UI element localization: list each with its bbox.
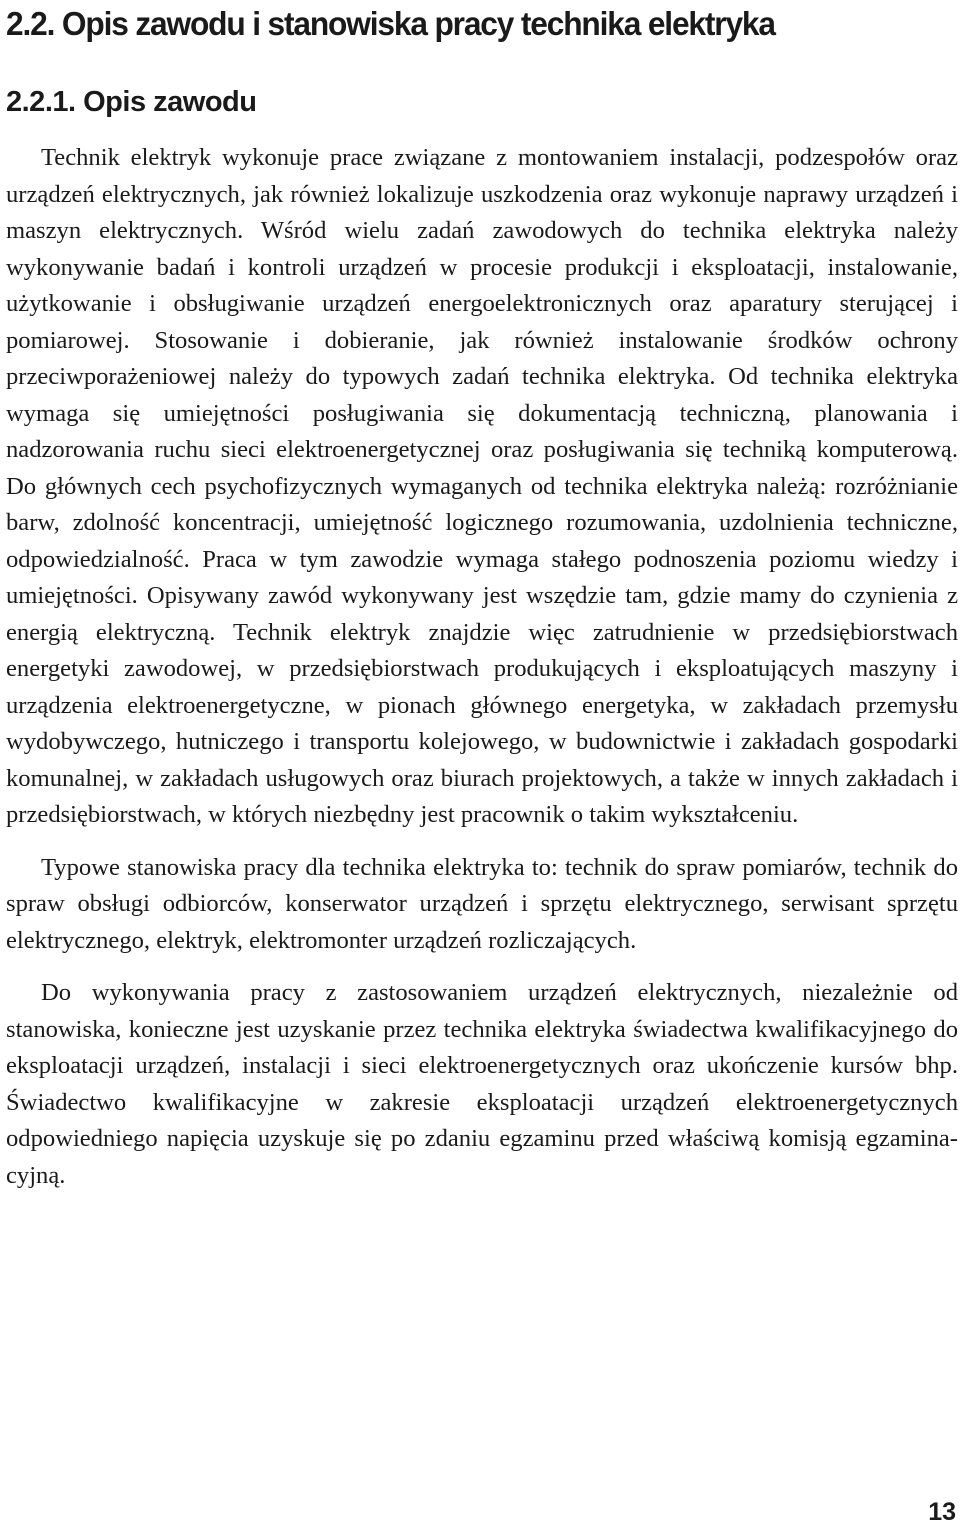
subsection-heading: 2.2.1. Opis zawodu: [6, 86, 257, 118]
paragraph-qualifications: Do wykonywania pracy z zastosowaniem urządzeń elektrycznych, niezależnie od stanowiska, konieczne jest uzyskanie przez technika elektryka świadectwa kwalifikacyjnego do eksploatacji urządzeń, instalacji i sieci elektroenergetycznych oraz ukończenie kursów bhp. Świadectwo kwalifikacyjne w zakresie eksploatacji urządzeń elektroenergetycznych odpowiedniego napięcia uzyskuje się po zdaniu egzaminu przed właściwą komisją egzaminacyjną.: [6, 979, 958, 1189]
page-number: 13: [928, 1498, 956, 1526]
document-page: [6, 0, 958, 1194]
paragraph-job-description: Technik elektryk wykonuje prace związane z montowaniem instalacji, podzespołów oraz urządzeń elektrycznych, jak również lokalizuje uszkodzenia oraz wykonuje naprawy urządzeń i maszyn elektrycznych. Wśród wielu zadań zawodowych do technika elektryka należy wykonywanie badań i kontroli urządzeń w procesie produkcji i eksploatacji, instalowanie, użytkowanie i obsługiwanie urządzeń energoelektronicznych oraz aparatury sterującej i pomiarowej. Stosowanie i dobieranie, jak również instalowanie środków ochrony przeciwporażeniowej należy do typowych zadań technika elektryka. Od technika elektryka wymaga się umiejętności posługiwania się dokumentacją techniczną, planowania i nadzorowania ruchu sieci elektroenergetycznej oraz posługiwania się techniką komputerową. Do głównych cech psychofizycznych wymaganych od technika elektryka należą: rozróżnianie barw, zdolność koncentracji, umiejętność logicznego rozumowania, uzdolnienia techniczne, odpowiedzialność. Praca w tym zawodzie wymaga stałego podnoszenia poziomu wiedzy i umiejętności. Opisywany zawód wykonywany jest wszędzie tam, gdzie mamy do czynienia z energią elektryczną. Technik elektryk znajdzie więc zatrudnienie w przedsiębiorstwach energetyki zawodowej, w przedsiębiorstwach produkujących i eksploatujących maszyny i urządzenia elektroenergetyczne, w pionach głównego energetyka, w zakładach przemysłu wydobywczego, hutniczego i transportu kolejowego, w budownictwie i zakładach gospodarki komunalnej, w zakładach usługowych oraz biurach projektowych, a także w innych zakładach i przedsiębiorstwach, w których niezbędny jest pracownik o takim wykształceniu.: [6, 144, 958, 828]
section-heading: 2.2. Opis zawodu i stanowiska pracy technika elektryka: [6, 5, 775, 42]
paragraph-typical-positions: Typowe stanowiska pracy dla technika elektryka to: technik do spraw pomiarów, technik do spraw obsługi odbiorców, konserwator urządzeń i sprzętu elektrycznego, serwisant sprzętu elektrycznego, elektryk, elektromonter urządzeń rozliczających.: [6, 853, 958, 954]
